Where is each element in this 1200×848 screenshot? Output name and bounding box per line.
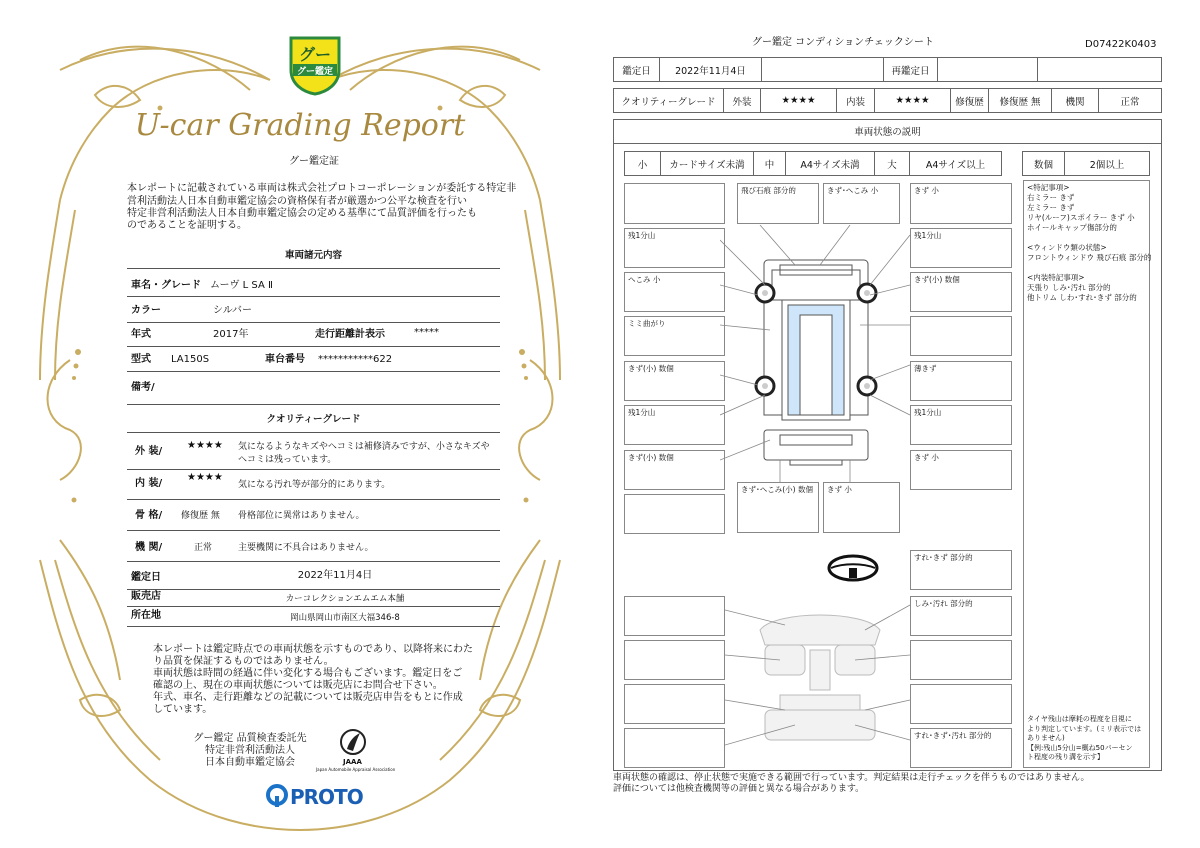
color-label: カラー [131,305,161,316]
quality-title: クオリティーグレード [266,414,361,425]
sheet-title: グー鑑定 コンディションチェックシート [752,37,934,48]
footer-note-2: 評価については他検査機関等の評価と異なる場合があります。 [613,784,865,794]
damage-box-left-8 [624,494,725,534]
svg-text:グー: グー [298,45,332,64]
model-label: 型式 [131,354,151,365]
model-value: LA150S [171,354,210,365]
engine-value: 正常 [1098,88,1162,113]
damage-box-top-4: きず 小 [910,183,1012,224]
report-title: U-car Grading Report [134,108,466,143]
date-value: 2022年11月4日 [659,57,762,82]
engine-label: 機関 [1051,88,1099,113]
jaaa-subtitle: Japan Automobile Appraisal Association [316,767,396,772]
certificate-title: グー鑑定証 [289,156,339,167]
interior-box-left-4 [624,728,725,768]
car-name-value: ムーヴ L SA Ⅱ [210,280,273,291]
damage-box-bottom-2: きず･へこみ(小) 数個 [737,482,819,533]
notes-text: <特記事項> 右ミラー きず 左ミラー きず リヤ(ルーフ)スポイラー きず 小 ホイールキャップ傷部分的 <ウィンドウ類の状態> フロントウィンドウ 飛び石痕 部分的 <内装特記事項> 天張り しみ･汚れ 部分的 他トリム しわ･すれ･きず 部分的 [1027,183,1152,302]
doc-id: D07422K0403 [1085,39,1157,50]
chassis-label: 車台番号 [265,354,305,365]
damage-box-left-6: 残1分山 [624,405,725,445]
damage-box-side-2: しみ･汚れ 部分的 [910,596,1012,636]
damage-box-side-6: すれ･きず･汚れ 部分的 [910,728,1012,768]
car-interior-diagram [725,600,915,770]
damage-box-top-3: きず･へこみ 小 [823,183,900,224]
state-title: 車両状態の説明 [613,119,1162,144]
damage-box-left-4: ミミ曲がり [624,316,725,356]
damage-box-side-4 [910,684,1012,724]
int-value: ★★★★ [874,88,951,113]
damage-box-left-7: きず(小) 数個 [624,450,725,490]
date-label: 鑑定日 [613,57,660,82]
year-label: 年式 [131,329,151,340]
int-label: 内装 [836,88,875,113]
interior-text: 気になる汚れ等が部分的にあります。 [238,480,391,490]
car-name-label: 車名・グレード [131,280,201,291]
damage-box-left-5: きず(小) 数個 [624,361,725,401]
reinspect-label: 再鑑定日 [883,57,938,82]
grade-label: クオリティーグレード [613,88,724,113]
damage-box-right-3: きず(小) 数個 [910,272,1012,312]
interior-box-left-1 [624,596,725,636]
jaaa-text: JAAA [343,758,362,766]
engine-text: 主要機関に不具合はありません。 [238,543,374,553]
interior-stars: ★★★★ [187,472,223,483]
damage-box-bottom-3: きず 小 [823,482,900,533]
damage-box-left-2: 残1分山 [624,228,725,268]
damage-box-right-6: 残1分山 [910,405,1012,445]
inspection-date-value: 2022年11月4日 [297,570,373,581]
specs-title: 車両諸元内容 [284,250,342,261]
frame-value: 修復歴 無 [181,511,220,521]
condition-check-sheet: グー鑑定 コンディションチェックシート D07422K0403 鑑定日 2022年11月4日 再鑑定日 クオリティーグレード 外装 ★★★★ 内装 ★★★★ 修復歴 修復歴 無 機関 正常 車両状態の説明 小 カードサイズ未満 中 A4サイズ未満 大 A4サイズ以上 数個 2個以上 残1分山 へこみ 小 ミミ曲がり きず(小) 数個 残1分山 きず(小) 数個 飛び石痕 部分的 きず･へこみ 小 きず 小 残1分山 きず(小) 数個 薄きず 残1分山 きず 小 きず･へこみ(小) 数個 きず 小 すれ･きず 部分的 しみ･汚れ 部分的 すれ･きず･汚れ 部分的 <特記事項> 右ミラー きず 左ミラー きず リヤ(ルーフ)スポイラー きず 小 ホイールキャップ傷部分的 <ウィンドウ類の状態> フロントウィンドウ 飛び石痕 部分的 <内装特記事項> 天張り しみ･汚れ 部分的 他トリム しわ･すれ･きず 部分的 タイヤ残山は摩耗の程度を目視に より判定しています。(ミリ表示では ありません) 【例:残山5分山=概ね50パーセン ト程度の残り溝を示す】 車両状態の確認は、停止状態で実施できる範囲で行っています。判定結果は走行チェックを伴うものではありません。 評価については他検査機関等の評価と異なる場合があります。 [600,0,1200,848]
tire-note: タイヤ残山は摩耗の程度を目視に より判定しています。(ミリ表示では ありません) 【例:残山5分山=概ね50パーセン ト程度の残り溝を示す】 [1027,715,1142,761]
exterior-label: 外 装/ [135,446,163,457]
steering-wheel-icon [825,552,881,584]
address-value: 岡山県岡山市南区大福346-8 [290,613,400,623]
interior-label: 内 装/ [135,478,163,489]
dealer-value: カーコレクションエムエム本舗 [285,594,405,604]
damage-box-right-7: きず 小 [910,450,1012,490]
exterior-text-1: 気になるようなキズやヘコミは補修済みですが、小さなキズや [238,442,490,452]
ext-label: 外装 [723,88,761,113]
engine-label: 機 関/ [135,542,163,553]
ext-value: ★★★★ [760,88,837,113]
goo-kantei-logo [285,34,345,96]
address-label: 所在地 [131,610,161,621]
damage-box-left-3: へこみ 小 [624,272,725,312]
repair-label: 修復歴 [950,88,989,113]
mileage-value: ***** [414,327,439,338]
interior-box-left-3 [624,684,725,724]
chassis-value: ***********622 [318,354,393,365]
damage-box-top-2: 飛び石痕 部分的 [737,183,819,224]
damage-box-side-3 [910,640,1012,680]
remarks-label: 備考/ [131,382,155,393]
proto-logo-text: PROTO [290,785,363,809]
logo-text: グー鑑定 [296,67,334,77]
jaaa-emblem-icon [338,727,368,761]
exterior-text-2: ヘコミは残っています。 [238,455,337,465]
damage-box-left-1 [624,183,725,224]
damage-box-right-4 [910,316,1012,356]
grading-certificate: グー グー鑑定 U-car Grading Report グー鑑定証 本レポートに記載されている車両は株式会社プロトコーポレーションが委託する特定非 営利活動法人日本自動車鑑定協会の資格保有者が厳選かつ公平な検査を行い 特定非営利活動法人日本自動車鑑定協会の定める基準にて品質評価を行ったも のであることを証明する。 車両諸元内容 車名・グレード ムーヴ L SA Ⅱ カラー シルバー 年式 2017年 走行距離計表示 ***** 型式 LA150S 車台番号 ***********622 備考/ クオリティーグレード 外 装/ ★★★★ 気になるようなキズやヘコミは補修済みですが、小さなキズや ヘコミは残っています。 内 装/ ★★★★ 気になる汚れ等が部分的にあります。 骨 格/ 修復歴 無 骨格部位に異常はありません。 機 関/ 正常 主要機関に不具合はありません。 鑑定日 2022年11月4日 販売店 カーコレクションエムエム本舗 所在地 岡山県岡山市南区大福346-8 本レポートは鑑定時点での車両状態を示すものであり、以降将来にわた り品質を保証するものではありません。 車両状態は時間の経過に伴い変化する場合もございます。鑑定日をご 確認の上、現在の車両状態については販売店にお問合せ下さい。 年式、車名、走行距離などの記載については販売店申告をもとに作成 しています。 グー鑑定 品質検査委託先 特定非営利活動法人 日本自動車鑑定協会 JAAA Japan Automobile Appraisal Association PROTO [0,0,600,848]
interior-box-left-2 [624,640,725,680]
year-value: 2017年 [213,329,249,340]
car-exterior-diagram [720,225,915,495]
dealer-label: 販売店 [131,591,161,602]
frame-label: 骨 格/ [135,510,163,521]
footer-note-1: 車両状態の確認は、停止状態で実施できる範囲で行っています。判定結果は走行チェックを伴うものではありません。 [613,773,1090,783]
color-value: シルバー [213,305,253,316]
repair-value: 修復歴 無 [988,88,1052,113]
proto-logo-icon [266,784,288,808]
exterior-stars: ★★★★ [187,440,223,451]
damage-box-right-2: 残1分山 [910,228,1012,268]
inspection-date-label: 鑑定日 [131,572,161,583]
damage-box-right-5: 薄きず [910,361,1012,401]
engine-value: 正常 [194,543,213,553]
frame-text: 骨格部位に異常はありません。 [238,511,365,521]
mileage-label: 走行距離計表示 [315,329,385,340]
damage-box-side-1: すれ･きず 部分的 [910,550,1012,590]
